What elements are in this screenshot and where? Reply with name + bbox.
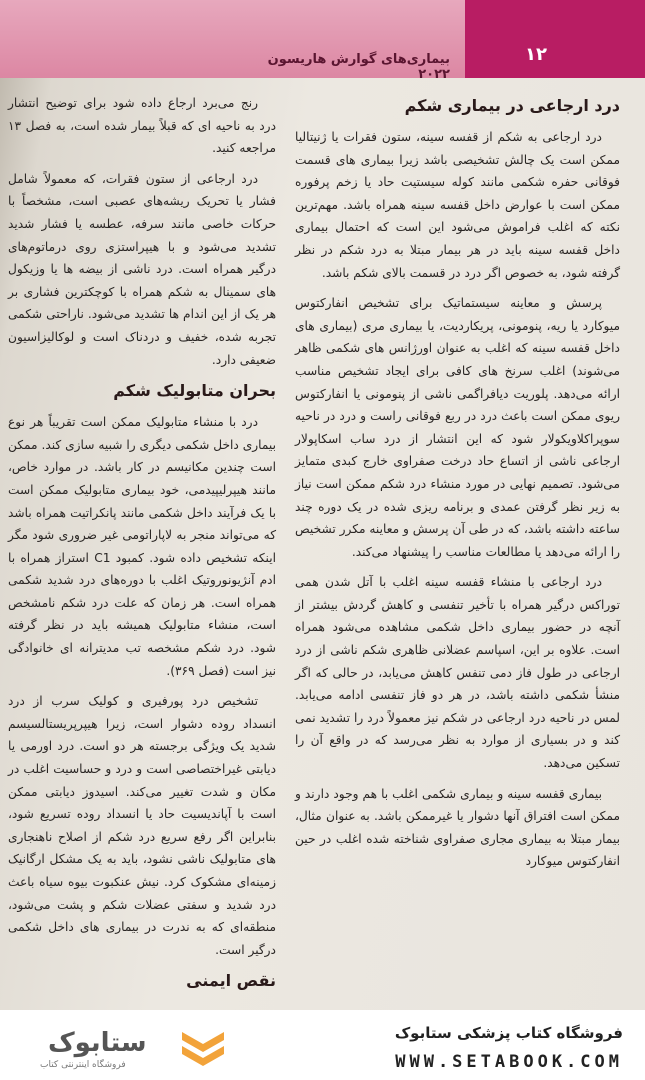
paragraph: رنج می‌برد ارجاع داده شود برای توضیح انتشار درد به ناحیه ای که قبلاً بیمار شده است، به فصل ۱۳ مراجعه کنید. [8,96,276,156]
paragraph: درد ارجاعی به شکم از قفسه سینه، ستون فقرات یا ژنیتالیا ممکن است یک چالش تشخیصی باشد زیرا بیماری های قسمت فوقانی حفره شکمی مانند کوله سیستیت حاد یا زخم پرفوره ممکن است با عوارض داخل قفسه سینه همراه باشد. مهم‌ترین نکته که اغلب فراموش می‌شود این است که احتمال بیماری داخل قفسه سینه باید در هر بیمار مبتلا به درد شکم در نظر گرفته شود، به خصوص اگر درد در قسمت بالای شکم باشد. [295,130,620,280]
page-number-box [465,0,645,78]
paragraph: درد با منشاء متابولیک ممکن است تقریباً هر نوع بیماری داخل شکمی دیگری را شبیه سازی کند. ممکن است چندین مکانیسم در کار باشد. در موارد خاص، مانند هیپرلیپیدمی، خود بیماری متابولیک ممکن است با یک فرآیند داخل شکمی مانند پانکراتیت همراه باشد که می‌تواند منجر به لاپاراتومی غیر ضروری شود مگر اینکه تشخیص داده شود. کمبود C1 استراز همراه با ادم آنژیونوروتیک اغلب با دوره‌های درد شدید شکمی همراه است. هر زمان که علت درد شکم نامشخص است، منشاء متابولیک همیشه باید در نظر گرفته شود. درد شکم مشخصه تب مدیترانه ای خانوادگی نیز است (فصل ۳۶۹). [8,415,276,678]
logo-wordmark: ستابوک [48,1028,147,1058]
paragraph: بیماری قفسه سینه و بیماری شکمی اغلب با هم وجود دارند و ممکن است افتراق آنها دشوار یا غیرممکن باشد. به عنوان مثال، بیمار مبتلا به بیماری مجاری صفراوی شناخته شده اغلب در حین انفارکتوس میوکارد [295,786,620,869]
section-heading-referred-pain: درد ارجاعی در بیماری شکم [404,96,620,115]
paragraph: درد ارجاعی با منشاء قفسه سینه اغلب با آتل شدن همی توراکس درگیر همراه با تأخیر تنفسی و کاهش گردش بیشتر از آنچه در حضور بیماری داخل شکمی مشاهده می‌شود همراه است. علاوه بر این، اسپاسم عضلانی ظاهری شکم ناشی از درد ارجاعی در طول فاز دمی تنفس کاهش می‌یابد، در حالی که اگر منشأ شکمی داشته باشد، در هر دو فاز تنفسی ادامه می‌یابد. لمس در ناحیه درد ارجاعی در شکم نیز معمولاً درد را تشدید نمی کند و در بسیاری از موارد به نظر می‌رسد که در واقع آن را تسکین می‌دهد. [295,575,620,771]
section-heading-immunodeficiency: نقص ایمنی [186,971,276,991]
section-heading-metabolic-crisis: بحران متابولیک شکم [113,381,276,401]
setabook-logo-icon [178,1026,228,1066]
right-column [295,92,620,881]
paragraph: پرسش و معاینه سیستماتیک برای تشخیص انفارکتوس میوکارد یا ریه، پنومونی، پریکاردیت، یا بیماری مری (بیماری های داخل قفسه سینه که اغلب به عنوان اورژانس های شکمی ظاهر می‌شوند) اغلب سرنخ های کافی برای ایجاد تشخیص مناسب ارائه می‌دهد. پلوریت دیافراگمی ناشی از پنومونی یا انفارکتوس ریوی ممکن است باعث درد در ربع فوقانی راست و درد در ناحیه سوپراکلاویکولار شود که این انتشار از درد ساب اسکاپولار ارجاعی ناشی از اتساع حاد درخت صفراوی خارج کبدی متمایز می‌شود. تصمیم نهایی در مورد منشاء درد شکم ممکن است نیاز به زیر نظر گرفتن عمدی و برنامه ریزی شده در یک دوره چند ساعته داشته باشد، که در طی آن پرسش و معاینه مکرر تشخیص را ارائه می‌دهد یا مطالعات مناسب را پیشنهاد می‌کند. [295,296,620,559]
logo-subtext: فروشگاه اینترنتی کتاب [40,1060,126,1070]
store-name: فروشگاه کتاب پزشکی ستابوک [394,1024,623,1042]
running-title: بیماری‌های گوارش هاریسون ۲۰۲۲ [267,52,450,82]
store-url[interactable]: WWW.SETABOOK.COM [395,1052,623,1072]
paragraph: درد ارجاعی از ستون فقرات، که معمولاً شامل فشار یا تحریک ریشه‌های عصبی است، مشخصاً با حرکات خاصی مانند سرفه، عطسه یا فشار شدید تشدید می‌شود و با هیپراستزی روی درماتوم‌های درگیر همراه است. درد ناشی از بیضه ها یا وزیکول های سمینال به شکم همراه با کوچکترین فشاری بر هر یک از این اندام ها تشدید می‌شود. ناراحتی شکمی تجربه شده، خفیف و دردناک است و لوکالیزاسیون ضعیفی دارد. [8,171,276,367]
footer-banner [0,1010,645,1080]
left-column [8,92,276,1001]
page-number: ۱۲ [525,44,547,65]
paragraph: تشخیص درد پورفیری و کولیک سرب از درد انسداد روده دشوار است، زیرا هیپرپریستالسیسم شدید یک ویژگی برجسته هر دو است. درد اورمی یا دیابتی غیراختصاصی است و درد و حساسیت اغلب در مکان و شدت تغییر می‌کند. اسیدوز دیابتی ممکن است با آپاندیسیت حاد یا انسداد روده تسریع شود، بنابراین اگر رفع سریع درد شکم از اصلاح ناهنجاری های متابولیک ناشی نشود، باید به یک مشکل ارگانیک زمینه‌ای مشکوک کرد. نیش عنکبوت بیوه سیاه باعث درد شدید و سفتی عضلات شکم و پشت می‌شود، منطقه‌ای که به ندرت در بیماری های داخل شکمی درگیر است. [8,694,276,957]
